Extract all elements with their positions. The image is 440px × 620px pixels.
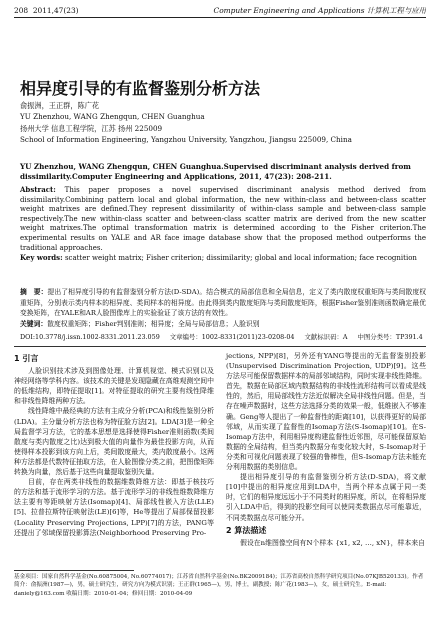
running-header [14, 4, 426, 18]
paragraph: jections, NPP)[8]，另外还有YANG等提出的无监督鉴别投影(Unsupervised Discrimination Projection, UDP)[9]。这些方法尽可能保留数据样本的局部邻域结构，同时实现非线性降维。首先，数据在局部区域内数据结构的非线性流形结构可以看成是线性的，然后，用局部线性方法近似解决全局非线性问题。但是，当存在噪声数据时，这些方法选择分类的效果一般，低维嵌入不够准确。Geng等人提出了一种监督性的距离[10]，以获得更好的局部邻域，从而实现了监督性的Isomap方法(S-Isomap)[10]。在S-Isomap方法中，利用相异度构建监督性近邻图，尽可能保留原始数据的全局结构，但当类内数据分布变化较大时，S-Isomap对于分类和可视化问题表现了较强的鲁棒性，但S-Isomap方法未能充分利用数据的类别信息。 [226, 352, 426, 472]
article-number: 文章编号：1002-8331(2011)23-0208-04 [169, 333, 295, 341]
keywords-en-label: Key words: [20, 253, 63, 263]
abstract-en [20, 185, 426, 264]
issue: 2011,47(23) [32, 6, 79, 15]
section-heading-intro: 1 引言 [14, 354, 39, 363]
footnote: 基金项目：国家自然科学基金(No.60875004, No.60774017)；江苏省自然科学基金(No.BK2009184)；江苏省高校自然科学研究项目(No.07KJB520133)。作者简介：俞振洲(1987—)，男，硕士研究生，研究方向为模式识别；王正群(1965—)，男，博士，副教授；陈广花(1983—)，女，硕士研究生。E-mail: daniely@163.com 收稿日期：2010-01-04；修回日期：2010-04-09 [14, 574, 424, 597]
doi: DOI:10.3778/j.issn.1002-8331.2011.23.059 [20, 333, 160, 341]
paragraph: 目前，存在两类非线性的数据维数降维方法：即基于核技巧的方法和基于流形学习的方法。基于流形学习的非线性维数降维方法主要有等距映射方法(Isomap)[4]、局部线性嵌入方法(LLE)[5]、拉普拉斯特征映射法(LE)[6]等，He等提出了局部保留投影(Locality Preserving Projections, LPP)[7]的方法，PANG等还提出了邻域保留投影算法(Neighborhood Preserving Pro- [14, 478, 214, 537]
paper-title: 相异度引导的有监督鉴别分析方法 [20, 79, 261, 98]
publication-ids [20, 333, 426, 343]
footnote-divider [14, 570, 134, 571]
section-heading-algorithm: 2 算法描述 [226, 525, 267, 535]
divider [14, 346, 426, 347]
abstract-cn-label: 摘 要： [20, 288, 48, 296]
paragraph: 假设在n维图像空间有N个样本 {x1, x2, …, xN}，样本来自 [240, 538, 426, 547]
keywords-en-text: scatter weight matrix; Fisher criterion; dissimilarity; global and local information; face recognition [64, 254, 417, 263]
authors-cn: 俞振洲，王正群，陈广花 [20, 101, 100, 110]
paragraph: 提出相异度引导的有监督鉴别分析方法(D-SDA)，将文献[10]中提出的相异度应用到LDA中，当两个样本点属于同一类时，它们的相异度远远小于不同类时的相异度，所以，在将相异度引入LDA中后，得到的投影空间可以使同类数据点尽可能靠近，不同类数据点尽可能分开。 [226, 473, 426, 522]
affiliation-en: School of Information Engineering, Yangzhou University, Yangzhou, Jiangsu 225009, China [20, 135, 352, 144]
citation [20, 162, 426, 182]
document-code: 文献标识码：A [304, 333, 348, 341]
abstract-en-label: Abstract: [20, 185, 56, 194]
journal-name: Computer Engineering and Applications 计算机工程与应用 [213, 6, 426, 15]
abstract-cn-text: 提出了相异度引导的有监督鉴别分析方法(D-SDA)。结合模式的局部信息和全局信息，定义了类内散度权重矩阵与类间散度权重矩阵，分别表示类内样本的相异度、类间样本的相异度。由此得到类内散度矩阵与类间散度矩阵，根据Fisher鉴别准则函数确定最优变换矩阵，在YALE和AR人脸图像库上的实验验证了该方法的有效性。 [20, 288, 426, 318]
paragraph: 线性降维中最经典的方法有主成分分析(PCA)和线性鉴别分析(LDA)。主分量分析方法也称为特征脸方法[2]。LDA[3]是一种全局监督学习方法，它的基本思想是选择使得Fisher准则函数(类间散度与类内散度之比)达到极大值的向量作为最佳投影方向，从而使得样本投影到该方向上后，类间散度最大，类内散度最小。这两种方法都是代数特征抽取方法，在人脸图像分类之前，把图像矩阵转换为向量，然后基于这些向量提取鉴别矢量。 [14, 407, 214, 477]
keywords-cn-label: 关键词： [20, 319, 48, 328]
page-number: 208 [14, 6, 29, 15]
abstract-en-text: This paper proposes a novel supervised discriminant analysis method derived from dissimilarity.Combining pattern local and global information, the new within-class and between-class scatter weight matrixes are defined.They represent dissimilarity of within-class sample and between-class sample respectively.The new within-class scatter and between-class scatter matrix are derived from the new scatter weight matrixes.The optimal transformation matrix is determined according to the Fisher criterion.The experimental results on YALE and AR face image database show that the proposed method outperforms the traditional approaches. [20, 186, 426, 252]
left-column [14, 351, 214, 538]
keywords-cn-text: 散度权重矩阵；Fisher判别准则；相异度；全局与局部信息；人脸识别 [47, 319, 260, 328]
citation-text: YU Zhenzhou, WANG Zhengqun, CHEN Guanghua.Supervised discriminant analysis derived from dissimilarity.Computer Engineering and Applications, 2011, 47(23): 208-211. [20, 162, 411, 181]
affiliation-cn: 扬州大学 信息工程学院，江苏 扬州 225009 [20, 124, 163, 133]
right-column [226, 351, 426, 548]
paragraph: 人脸识别技术涉及到图像处理、计算机视觉、模式识别以及神经网络等学科内容。该技术的关键是发现隐藏在高维观测空间中的低维结构，即特征提取[1]。对特征提取的研究主要有线性降维和非线性降维两种方法。 [14, 367, 214, 406]
authors-en: YU Zhenzhou, WANG Zhengqun, CHEN Guanghua [20, 112, 205, 121]
clc-number: 中图分类号：TP391.4 [357, 333, 423, 341]
header-page-issue [14, 6, 79, 15]
abstract-cn [20, 287, 426, 329]
